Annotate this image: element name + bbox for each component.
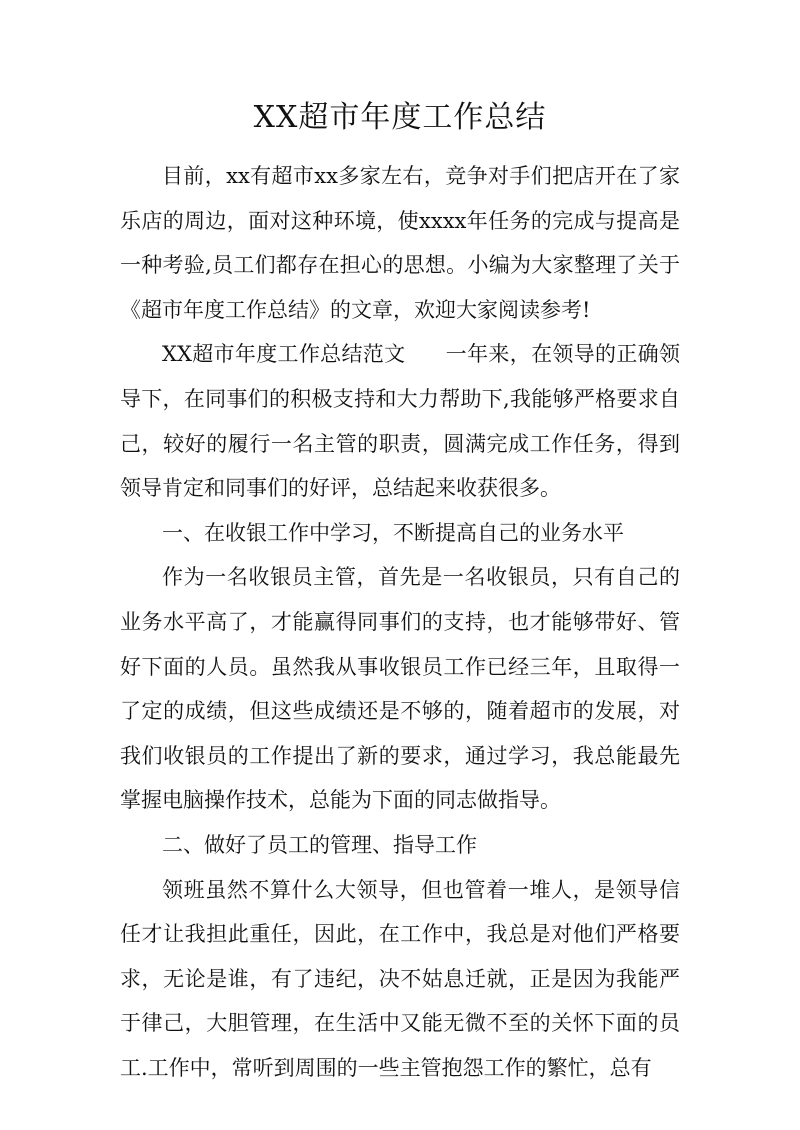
sample-paragraph <box>120 332 680 510</box>
section-heading-2: 二、做好了员工的管理、指导工作 <box>162 832 477 857</box>
document-title: XX超市年度工作总结 <box>253 100 547 135</box>
section-2-paragraph: 领班虽然不算什么大领导，但也管着一堆人，是领导信任才让我担此重任，因此，在工作中，我总是对他们严格要求，无论是谁，有了违纪，决不姑息迁就，正是因为我能严于律己，大胆管理，在生活中又能无微不至的关怀下面的员工.工作中，常听到周围的一些主管抱怨工作的繁忙，总有 <box>120 877 680 1080</box>
section-heading-1: 一、在收银工作中学习，不断提高自己的业务水平 <box>162 520 624 545</box>
sample-heading: XX超市年度工作总结范文 <box>162 342 406 367</box>
section-1-paragraph: 作为一名收银员主管，首先是一名收银员，只有自己的业务水平高了，才能赢得同事们的支持，也才能够带好、管好下面的人员。虽然我从事收银员工作已经三年，且取得一了定的成绩，但这些成绩还是不够的，随着超市的发展，对我们收银员的工作提出了新的要求，通过学习，我总能最先掌握电脑操作技术，总能为下面的同志做指导。 <box>120 565 680 813</box>
document-body <box>120 154 680 1090</box>
intro-paragraph: 目前，xx有超市xx多家左右，竞争对手们把店开在了家乐店的周边，面对这种环境，使xxxx年任务的完成与提高是一种考验,员工们都存在担心的思想。小编为大家整理了关于《超市年度工作总结》的文章，欢迎大家阅读参考! <box>120 164 680 322</box>
sample-text: 一年来，在领导的正确领导下，在同事们的积极支持和大力帮助下,我能够严格要求自己，较好的履行一名主管的职责，圆满完成工作任务，得到领导肯定和同事们的好评，总结起来收获很多。 <box>120 342 680 501</box>
